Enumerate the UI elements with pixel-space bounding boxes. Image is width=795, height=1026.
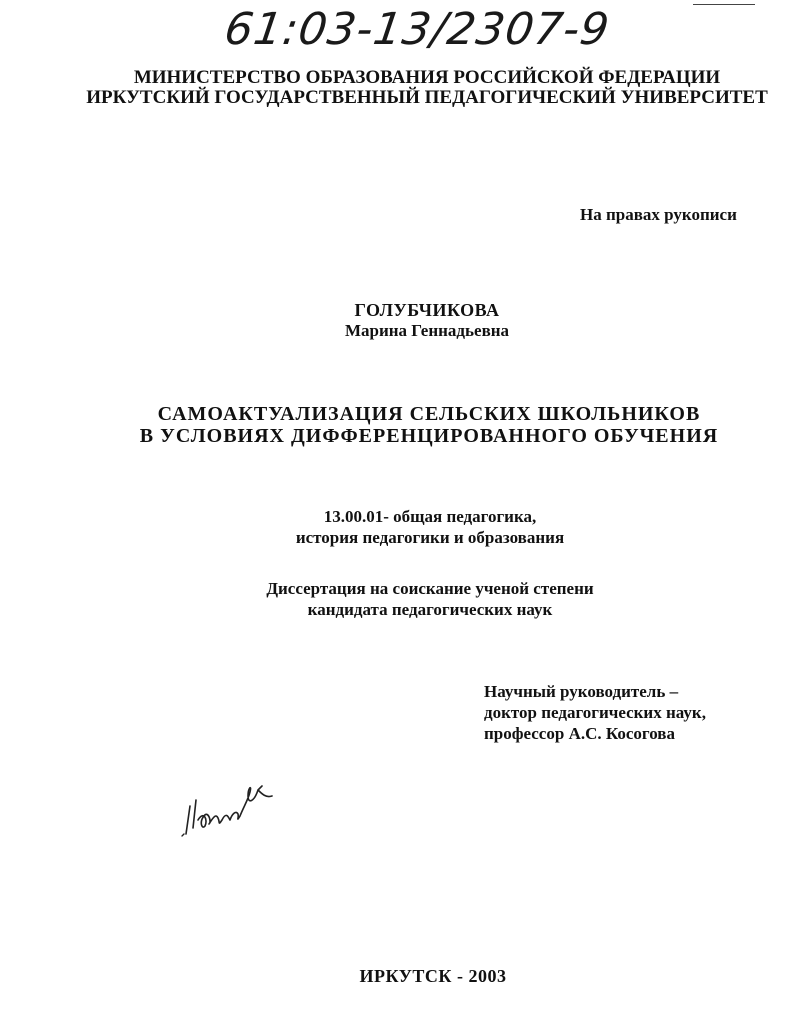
supervisor-line-3 bbox=[484, 723, 706, 744]
supervisor-line-2: доктор педагогических наук, bbox=[484, 703, 706, 722]
degree-statement bbox=[0, 578, 795, 620]
title-line-2: В УСЛОВИЯХ ДИФФЕРЕНЦИРОВАННОГО ОБУЧЕНИЯ bbox=[139, 425, 719, 447]
author-given-names: Марина Геннадьевна bbox=[344, 321, 510, 340]
dissertation-title bbox=[0, 403, 795, 447]
specialty-line-1: 13.00.01- общая педагогика, bbox=[323, 507, 537, 526]
city-year: ИРКУТСК - 2003 bbox=[359, 966, 507, 986]
ministry-name: МИНИСТЕРСТВО ОБРАЗОВАНИЯ РОССИЙСКОЙ ФЕДЕРАЦИИ bbox=[133, 67, 721, 88]
supervisor-title: профессор bbox=[484, 724, 569, 743]
university-name: ИРКУТСКИЙ ГОСУДАРСТВЕННЫЙ ПЕДАГОГИЧЕСКИЙ УНИВЕРСИТЕТ bbox=[86, 87, 768, 108]
rights-note: На правах рукописи bbox=[580, 205, 737, 224]
author-surname: ГОЛУБЧИКОВА bbox=[354, 300, 500, 320]
degree-line-1: Диссертация на соискание ученой степени bbox=[266, 579, 594, 598]
specialty-line-2: история педагогики и образования bbox=[295, 528, 565, 547]
supervisor-name: А.С. Косогова bbox=[568, 724, 675, 743]
corner-line-mark bbox=[693, 4, 755, 5]
title-line-1: САМОАКТУАЛИЗАЦИЯ СЕЛЬСКИХ ШКОЛЬНИКОВ bbox=[157, 403, 701, 425]
supervisor-line-1: Научный руководитель – bbox=[484, 682, 679, 701]
document-header bbox=[0, 68, 795, 108]
archive-code-handwritten: 61:03-13/2307-9 bbox=[221, 4, 613, 55]
handwritten-signature bbox=[178, 770, 278, 840]
supervisor-block bbox=[484, 681, 706, 744]
degree-line-2: кандидата педагогических наук bbox=[307, 600, 553, 619]
specialty-code bbox=[0, 506, 795, 548]
